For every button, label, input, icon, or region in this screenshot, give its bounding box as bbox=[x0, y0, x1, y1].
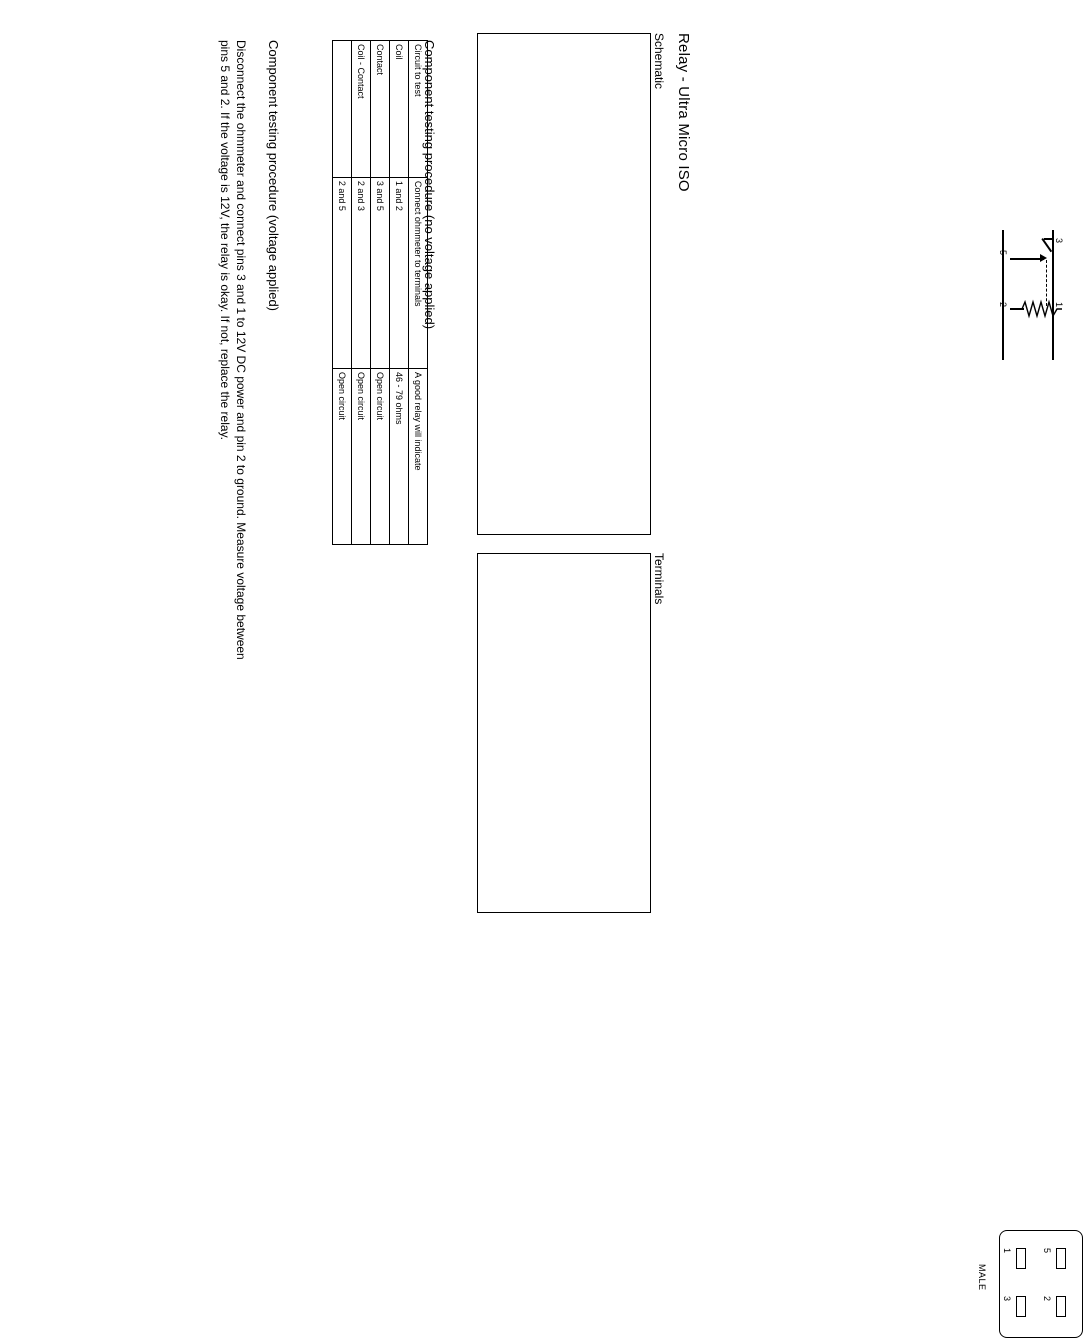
procedure-title: Component testing procedure (voltage applied) bbox=[266, 40, 281, 312]
table-header-row bbox=[409, 41, 428, 545]
schematic-pin-1: 1 bbox=[1054, 302, 1064, 308]
table-cell: 3 and 5 bbox=[371, 177, 390, 368]
blade-1 bbox=[1016, 1248, 1026, 1269]
terminal-type-label: MALE bbox=[977, 1264, 987, 1291]
table-cell: 2 and 3 bbox=[352, 177, 371, 368]
table-cell: 1 and 2 bbox=[390, 177, 409, 368]
table-cell: Coil bbox=[390, 41, 409, 178]
table-row bbox=[371, 41, 390, 545]
table-cell: Coil - Contact bbox=[352, 41, 371, 178]
page-title: Relay - Ultra Micro ISO bbox=[675, 33, 692, 192]
terminal-label-2: 2 bbox=[1042, 1296, 1052, 1302]
table-row bbox=[352, 41, 371, 545]
blade-5 bbox=[1056, 1248, 1066, 1269]
table-row bbox=[333, 41, 352, 545]
schematic-pin-2: 2 bbox=[998, 302, 1008, 308]
table-cell: 2 and 5 bbox=[333, 177, 352, 368]
table-cell: Open circuit bbox=[352, 368, 371, 544]
table-cell: Contact bbox=[371, 41, 390, 178]
relay-body-outline bbox=[999, 1230, 1083, 1338]
table-cell: Open circuit bbox=[371, 368, 390, 544]
table-cell: 46 - 79 ohms bbox=[390, 368, 409, 544]
schematic-pin-5: 5 bbox=[998, 250, 1008, 256]
table-header-cell: Circuit to test bbox=[409, 41, 428, 178]
terminal-label-3: 3 bbox=[1002, 1296, 1012, 1302]
table-cell bbox=[333, 41, 352, 178]
procedure-body: Disconnect the ohmmeter and connect pins 3 and 1 to 12V DC power and pin 2 to ground. Measure voltage between pins 5 and 2. If the voltage is 12V, the relay is okay. If not, replace the relay. bbox=[217, 40, 248, 660]
schematic-section-label: Schematic bbox=[652, 33, 666, 90]
component-testing-table bbox=[332, 40, 428, 545]
relay-terminals-drawing bbox=[977, 1230, 1083, 1338]
terminals-section-label: Terminals bbox=[652, 553, 666, 605]
relay-schematic-drawing bbox=[998, 230, 1084, 360]
table-cell: Open circuit bbox=[333, 368, 352, 544]
table-header-cell: A good relay will indicate bbox=[409, 368, 428, 544]
blade-3 bbox=[1016, 1296, 1026, 1317]
table-header-cell: Connect ohmmeter to terminals bbox=[409, 177, 428, 368]
terminal-label-5: 5 bbox=[1042, 1248, 1052, 1254]
table-row bbox=[390, 41, 409, 545]
schematic-pin-3: 3 bbox=[1054, 238, 1064, 244]
blade-2 bbox=[1056, 1296, 1066, 1317]
table-caption: Component testing procedure (no voltage applied) bbox=[422, 40, 437, 330]
terminal-label-1: 1 bbox=[1002, 1248, 1012, 1254]
